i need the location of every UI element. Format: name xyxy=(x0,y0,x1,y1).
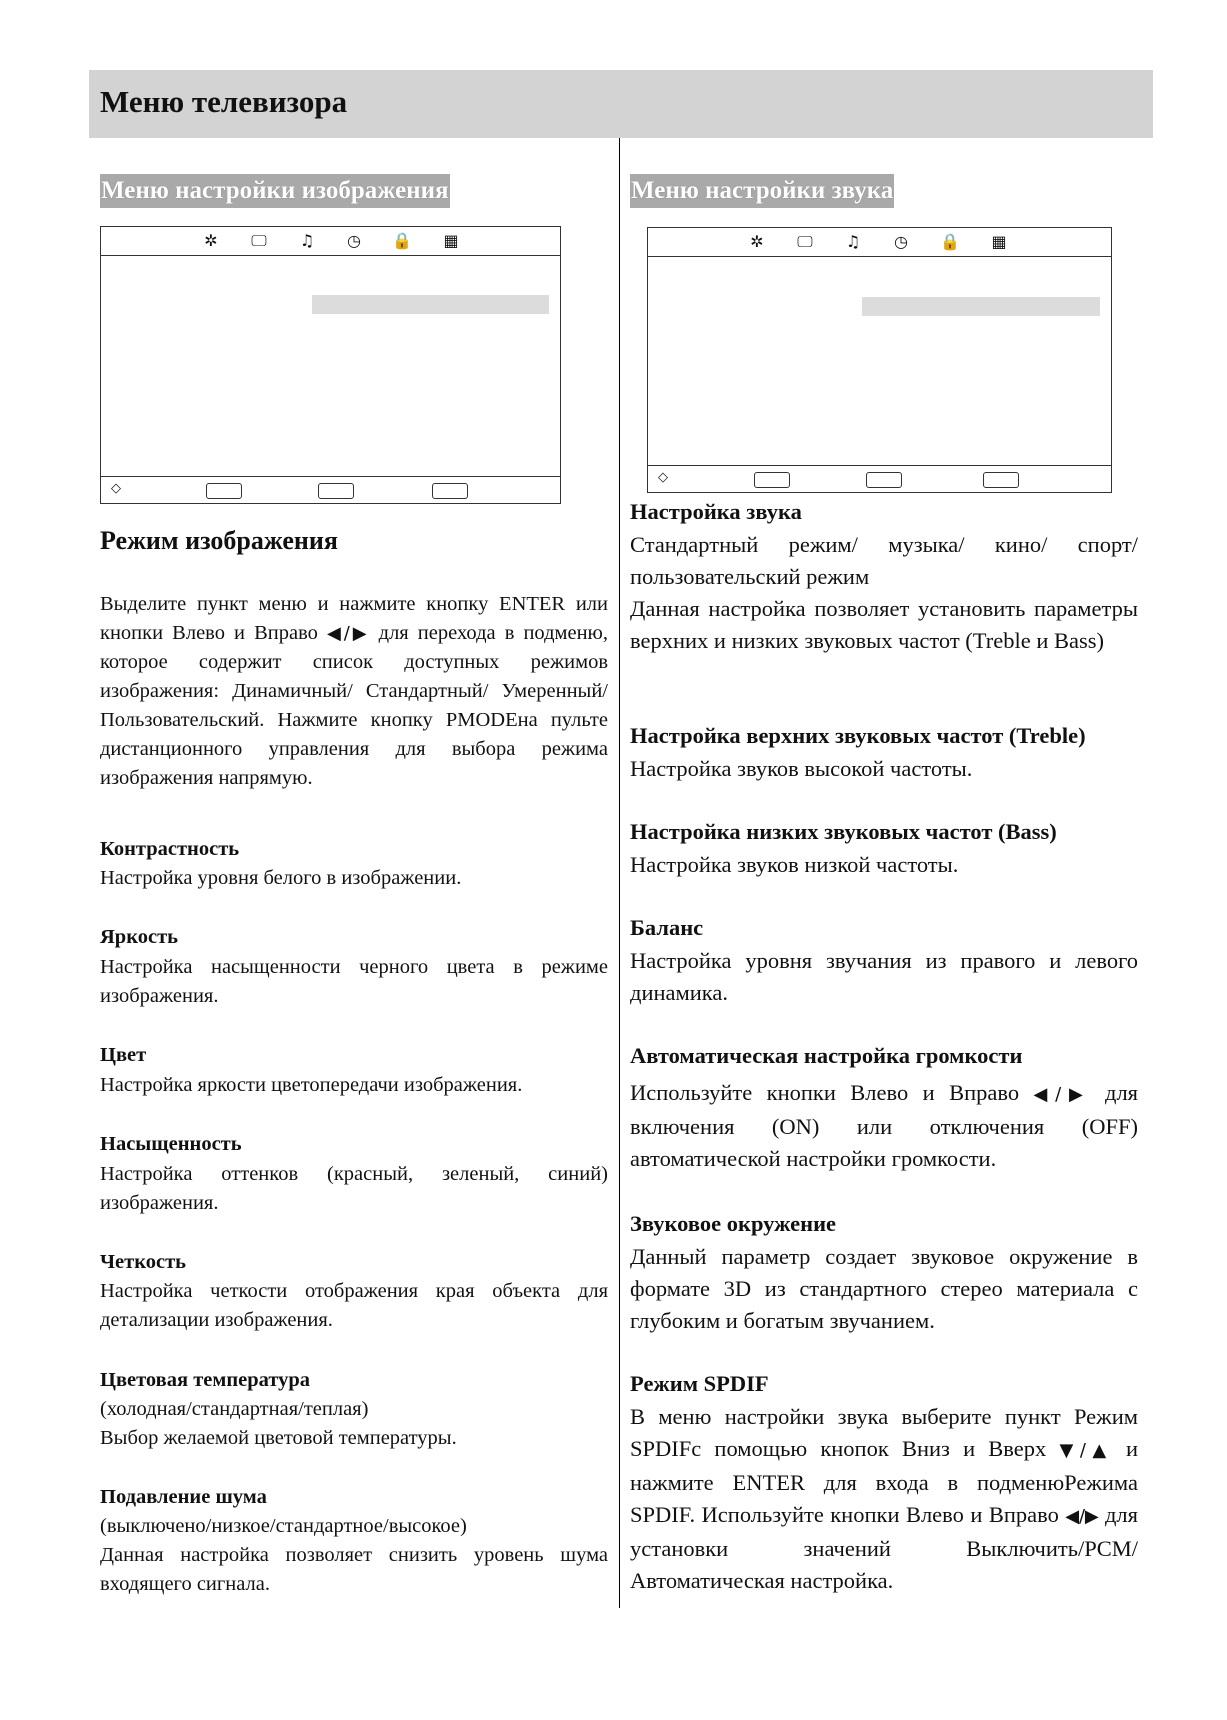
down-up-arrows-icon: ▼/▲ xyxy=(1059,1440,1113,1461)
noise-reduction-options: (выключено/низкое/стандартное/высокое) xyxy=(100,1515,467,1537)
menu-footer xyxy=(648,465,1111,492)
picture-menu-title: Меню настройки изображения xyxy=(100,174,450,208)
saturation-heading: Насыщенность xyxy=(100,1133,242,1155)
footer-button xyxy=(318,483,354,499)
lock-icon: 🔒 xyxy=(940,232,960,251)
sound-note-icon: ♫ xyxy=(299,231,315,250)
bass-description: Настройка звуков низкой частоты. xyxy=(630,852,959,877)
navigation-icon: ◇ xyxy=(658,470,668,485)
footer-button xyxy=(432,483,468,499)
picture-mode-description: Выделите пункт меню и нажмите кнопку ENTER или кнопки Влево и Вправо ◀/▶ для перехода в подменю, которое содержит список доступных режимов изображения: Динамичный/ Стандартный/ Умеренный/ Пользовательский. Нажмите кнопку PMODEна пульте дистанционного управления для выбора режима изображения напрямую. xyxy=(100,593,608,789)
auto-volume-description: Используйте кнопки Влево и Вправо ◀/▶ для включения (ON) или отключения (OFF) автоматической настройки громкости. xyxy=(630,1080,1139,1171)
color-temperature-heading: Цветовая температура xyxy=(100,1369,311,1391)
spdif-description: В меню настройки звука выберите пункт Режим SPDIFс помощью кнопок Вниз и Вверх ▼/▲ и нажмите ENTER для входа в подменюРежима SPDIF. Используйте кнопки Влево и Вправо ◀/▶ для установки значений Выключить/PCM/Автоматическая настройка. xyxy=(630,1404,1139,1593)
color-description: Настройка яркости цветопередачи изображения. xyxy=(100,1074,523,1096)
footer-button xyxy=(983,472,1019,488)
saturation-description: Настройка оттенков (красный, зеленый, синий) изображения. xyxy=(100,1163,608,1214)
page-title: Меню телевизора xyxy=(100,84,348,119)
menu-footer xyxy=(101,476,560,503)
surround-heading: Звуковое окружение xyxy=(630,1211,837,1236)
sound-menu-title: Меню настройки звука xyxy=(630,174,894,208)
time-clock-icon: ◷ xyxy=(347,231,361,250)
menu-tab-bar xyxy=(648,228,1111,257)
surround-description: Данный параметр создает звуковое окружение в формате 3D из стандартного стерео материала с глубоким и богатым звучанием. xyxy=(630,1244,1138,1333)
sound-menu-diagram xyxy=(647,227,1112,493)
balance-description: Настройка уровня звучания из правого и левого динамика. xyxy=(630,948,1138,1005)
treble-description: Настройка звуков высокой частоты. xyxy=(630,756,973,781)
picture-menu-diagram xyxy=(100,226,561,504)
channel-grid-icon: ▦ xyxy=(991,232,1007,251)
navigation-icon: ◇ xyxy=(111,481,121,496)
picture-monitor-icon: 🖵 xyxy=(797,232,813,251)
spdif-heading: Режим SPDIF xyxy=(630,1371,769,1396)
sound-note-icon: ♫ xyxy=(845,232,861,251)
auto-volume-heading: Автоматическая настройка громкости xyxy=(630,1043,1023,1068)
left-right-arrows-icon: ◀/▶ xyxy=(1033,1084,1091,1105)
footer-button xyxy=(206,483,242,499)
lock-icon: 🔒 xyxy=(392,231,412,250)
picture-monitor-icon: 🖵 xyxy=(251,231,267,250)
sound-setting-modes: Стандартный режим/ музыка/ кино/ спорт/ пользовательский режим xyxy=(630,532,1138,589)
footer-button xyxy=(866,472,902,488)
contrast-description: Настройка уровня белого в изображении. xyxy=(100,867,462,889)
menu-tab-bar xyxy=(101,227,560,256)
color-heading: Цвет xyxy=(100,1044,147,1066)
contrast-heading: Контрастность xyxy=(100,838,240,860)
left-right-arrows-icon: ◀/▶ xyxy=(326,623,370,644)
column-divider xyxy=(619,138,620,1608)
brightness-description: Настройка насыщенности черного цвета в режиме изображения. xyxy=(100,956,608,1007)
setup-gear-icon: ✲ xyxy=(204,231,218,250)
footer-button xyxy=(754,472,790,488)
balance-heading: Баланс xyxy=(630,915,704,940)
noise-reduction-heading: Подавление шума xyxy=(100,1486,267,1508)
color-temperature-description: Выбор желаемой цветовой температуры. xyxy=(100,1427,457,1449)
treble-heading: Настройка верхних звуковых частот (Treble) xyxy=(630,723,1086,748)
setup-gear-icon: ✲ xyxy=(750,232,764,251)
bass-heading: Настройка низких звуковых частот (Bass) xyxy=(630,819,1057,844)
channel-grid-icon: ▦ xyxy=(443,231,459,250)
time-clock-icon: ◷ xyxy=(894,232,908,251)
sharpness-heading: Четкость xyxy=(100,1251,187,1273)
sound-setting-heading: Настройка звука xyxy=(630,499,802,524)
left-right-arrows-icon: ◀/▶ xyxy=(1065,1506,1099,1527)
menu-selected-row xyxy=(312,295,549,314)
menu-selected-row xyxy=(862,297,1100,316)
color-temperature-options: (холодная/стандартная/теплая) xyxy=(100,1398,369,1420)
noise-reduction-description: Данная настройка позволяет снизить уровень шума входящего сигнала. xyxy=(100,1544,608,1595)
sound-setting-description: Данная настройка позволяет установить параметры верхних и низких звуковых частот (Treble и Bass) xyxy=(630,596,1138,653)
sharpness-description: Настройка четкости отображения края объекта для детализации изображения. xyxy=(100,1280,608,1331)
picture-mode-heading: Режим изображения xyxy=(100,526,338,555)
brightness-heading: Яркость xyxy=(100,926,179,948)
